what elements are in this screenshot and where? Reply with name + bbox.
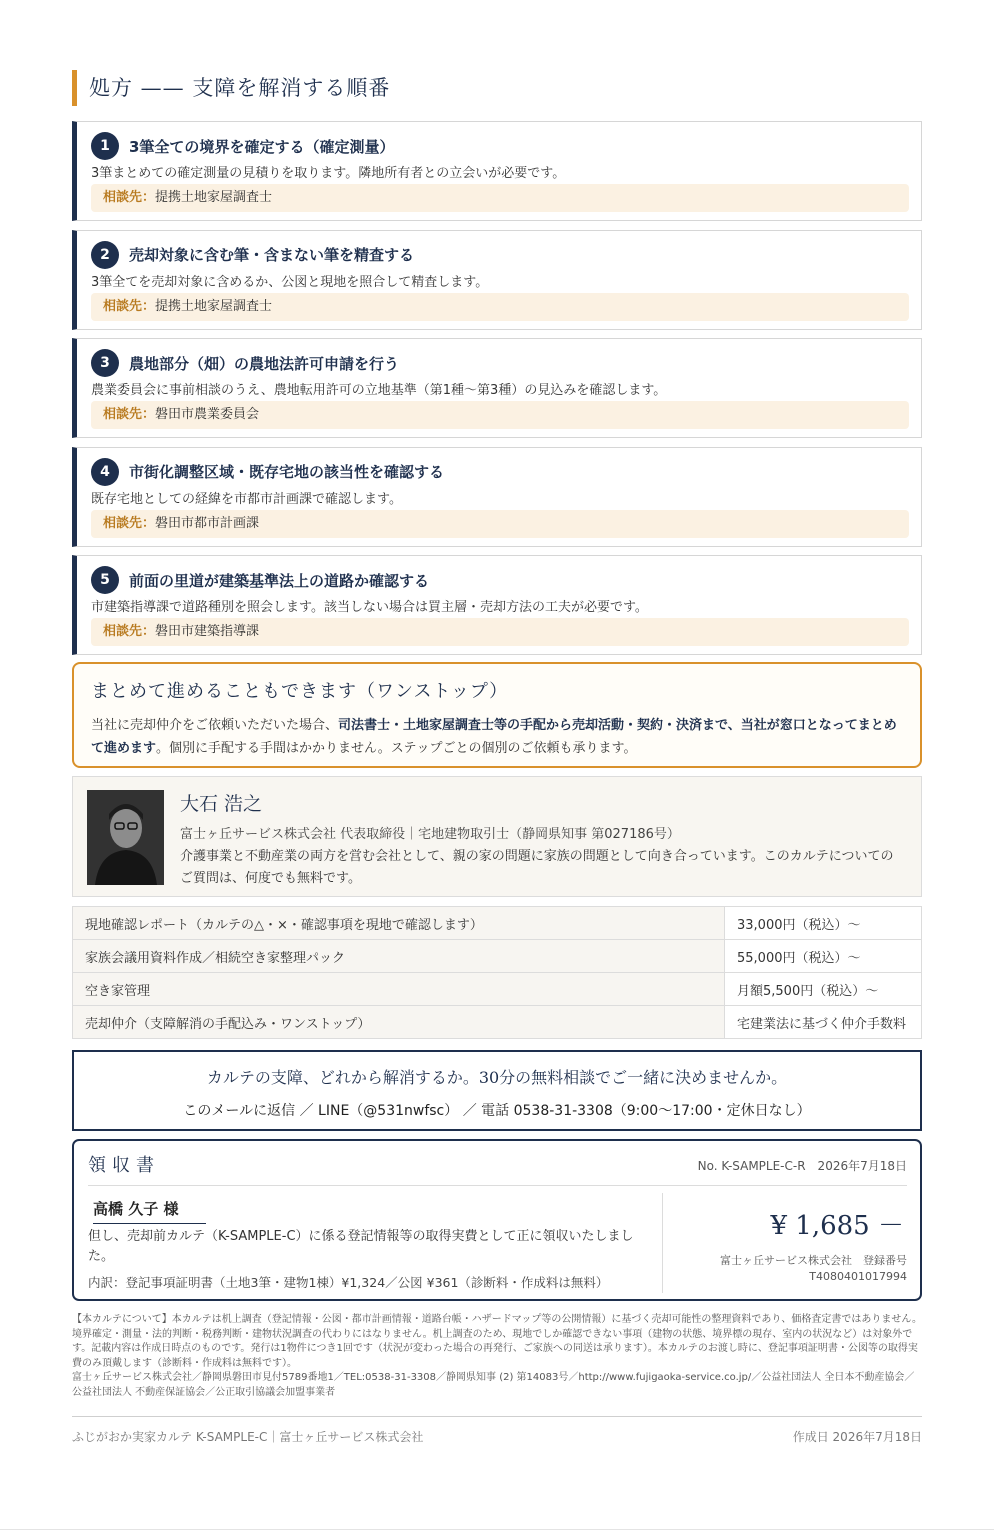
step-card-1: [72, 121, 922, 221]
consult-value: 提携土地家屋調査士: [155, 190, 273, 205]
step-number: 3: [91, 349, 119, 377]
consult-value: 磐田市建築指導課: [155, 624, 260, 639]
avatar: [87, 790, 164, 885]
receipt-vertical-divider: [662, 1193, 663, 1293]
price-item: 空き家管理: [73, 973, 725, 1006]
step-title: 前面の里道が建築基準法上の道路か確認する: [129, 571, 430, 590]
price-value: 月額5,500円（税込）〜: [725, 973, 922, 1006]
table-row: [73, 973, 922, 1006]
price-value: 33,000円（税込）〜: [725, 907, 922, 940]
onestop-body-emphasis: 司法書士・土地家屋調査士等の手配から売却活動・契約・決済まで、当社が窓口となってまとめて進めます: [91, 718, 897, 756]
price-item: 家族会議用資料作成／相続空き家整理パック: [73, 940, 725, 973]
receipt-text: 但し、売却前カルテ（K-SAMPLE-C）に係る登記情報等の取得実費として正に領収いたしました。: [88, 1229, 634, 1264]
step-number: 1: [91, 132, 119, 160]
consult-label: 相談先：: [103, 407, 156, 422]
step-description: 農業委員会に事前相談のうえ、農地転用許可の立地基準（第1種〜第3種）の見込みを確認します。: [91, 383, 667, 398]
onestop-body: [91, 714, 904, 760]
step-card-5: [72, 555, 922, 655]
step-description: 市建築指導課で道路種別を照会します。該当しない場合は買主層・売却方法の工夫が必要です。: [91, 600, 648, 615]
company-info: 富士ヶ丘サービス株式会社／静岡県磐田市見付5789番地1／TEL:0538-31-3308／静岡県知事 (2) 第14083号／http://www.fujigaoka-service.co.jp/／公益社団法人 全日本不動産協会／公益社団法人 不動産保証協会／公正取引協議会加盟事業者: [72, 1372, 915, 1398]
consult-box: [91, 618, 909, 646]
receipt-title: 領収書: [88, 1155, 160, 1176]
step-card-2: [72, 230, 922, 330]
receipt-recipient: 高橋 久子 様: [93, 1198, 206, 1224]
consult-value: 磐田市農業委員会: [155, 407, 260, 422]
receipt: [72, 1139, 922, 1301]
step-description: 3筆まとめての確定測量の見積りを取ります。隣地所有者との立会いが必要です。: [91, 166, 566, 181]
price-item: 売却仲介（支障解消の手配込み・ワンストップ）: [73, 1006, 725, 1039]
cta-box: [72, 1050, 922, 1131]
page-bottom-divider: [0, 1529, 994, 1530]
step-card-4: [72, 447, 922, 547]
profile-message: 介護事業と不動産業の両方を営む会社として、親の家の問題に家族の問題として向き合っています。このカルテについてのご質問は、何度でも無料です。: [180, 849, 894, 886]
price-value: 宅建業法に基づく仲介手数料: [725, 1006, 922, 1039]
onestop-body-outro: 。個別に手配する手間はかかりません。ステップごとの個別のご依頼も承ります。: [156, 741, 637, 756]
onestop-body-intro: 当社に売却仲介をご依頼いただいた場合、: [91, 718, 339, 733]
profile-role: 富士ヶ丘サービス株式会社 代表取締役｜宅地建物取引士（静岡県知事 第027186号）: [180, 827, 680, 842]
profile-card: [72, 776, 922, 897]
consult-box: [91, 184, 909, 212]
price-value: 55,000円（税込）〜: [725, 940, 922, 973]
onestop-box: [72, 662, 922, 768]
steps-list: [72, 121, 922, 664]
price-table: [72, 906, 922, 1039]
profile-name: 大石 浩之: [180, 793, 263, 815]
footer-divider: [72, 1416, 922, 1417]
footer-date: 作成日 2026年7月18日: [792, 1430, 922, 1444]
consult-label: 相談先：: [103, 624, 156, 639]
receipt-amount: ¥ 1,685 －: [770, 1211, 904, 1241]
footer-left: ふじがおか実家カルテ K-SAMPLE-C｜富士ヶ丘サービス株式会社: [72, 1430, 424, 1444]
table-row: [73, 1006, 922, 1039]
consult-label: 相談先：: [103, 515, 156, 531]
step-card-3: [72, 338, 922, 438]
consult-value: 提携土地家屋調査士: [155, 298, 273, 314]
consult-label: 相談先：: [103, 298, 156, 314]
receipt-divider: [88, 1185, 907, 1186]
price-item: 現地確認レポート（カルテの△・×・確認事項を現地で確認します）: [73, 907, 725, 940]
consult-box: [91, 510, 909, 538]
table-row: [73, 907, 922, 940]
consult-value: 磐田市都市計画課: [155, 515, 260, 531]
consult-box: [91, 401, 909, 429]
consult-box: [91, 293, 909, 321]
step-number: 4: [91, 458, 119, 486]
table-row: [73, 940, 922, 973]
step-title: 市街化調整区域・既存宅地の該当性を確認する: [129, 463, 445, 481]
person-photo-icon: [87, 790, 164, 885]
receipt-breakdown: 内訳：登記事項証明書（土地3筆・建物1棟）¥1,324／公図 ¥361（診断料・作成料は無料）: [88, 1275, 609, 1290]
step-description: 3筆全てを売却対象に含めるか、公図と現地を照合して精査します。: [91, 274, 489, 290]
receipt-issuer-name: 富士ヶ丘サービス株式会社 登録番号: [720, 1254, 907, 1267]
consult-label: 相談先：: [103, 190, 156, 205]
step-number: 2: [91, 241, 119, 269]
step-description: 既存宅地としての経緯を市都市計画課で確認します。: [91, 491, 402, 507]
receipt-registration-number: T4080401017994: [809, 1270, 907, 1283]
cta-title: カルテの支障、どれから解消するか。30分の無料相談でご一緒に決めませんか。: [206, 1068, 788, 1087]
step-title: 売却対象に含む筆・含まない筆を精査する: [129, 246, 415, 264]
step-title: 3筆全ての境界を確定する（確定測量）: [129, 137, 395, 156]
onestop-title: まとめて進めることもできます（ワンストップ）: [91, 681, 509, 702]
receipt-issuer: [687, 1253, 907, 1285]
step-title: 農地部分（畑）の農地法許可申請を行う: [129, 354, 400, 373]
cta-contact: このメールに返信 ／ LINE（@531nwfsc） ／ 電話 0538-31-3308（9:00〜17:00・定休日なし）: [183, 1103, 811, 1119]
step-number: 5: [91, 566, 119, 594]
section-title: 処方 —— 支障を解消する順番: [72, 70, 390, 106]
disclaimer: [72, 1313, 922, 1400]
disclaimer-text: 【本カルテについて】本カルテは机上調査（登記情報・公図・都市計画情報・道路台帳・ハザードマップ等の公開情報）に基づく売却可能性の整理資料であり、価格査定書ではありません。境界確定・測量・法的判断・税務判断・建物状況調査の代わりにはなりません。机上調査のため、現地でしか確認できない事項（建物の状態、境界標の現存、室内の状況など）は対象外です。記載内容は作成日時点のものです。発行は1物件につき1回です（状況が変わった場合の再発行、ご家族への同送は承ります）。本カルテのお渡し時に、登記事項証明書・公図等の取得実費のみ頂戴します（診断料・作成料は無料です）。: [72, 1314, 922, 1369]
receipt-meta: No. K-SAMPLE-C-R 2026年7月18日: [697, 1159, 907, 1173]
